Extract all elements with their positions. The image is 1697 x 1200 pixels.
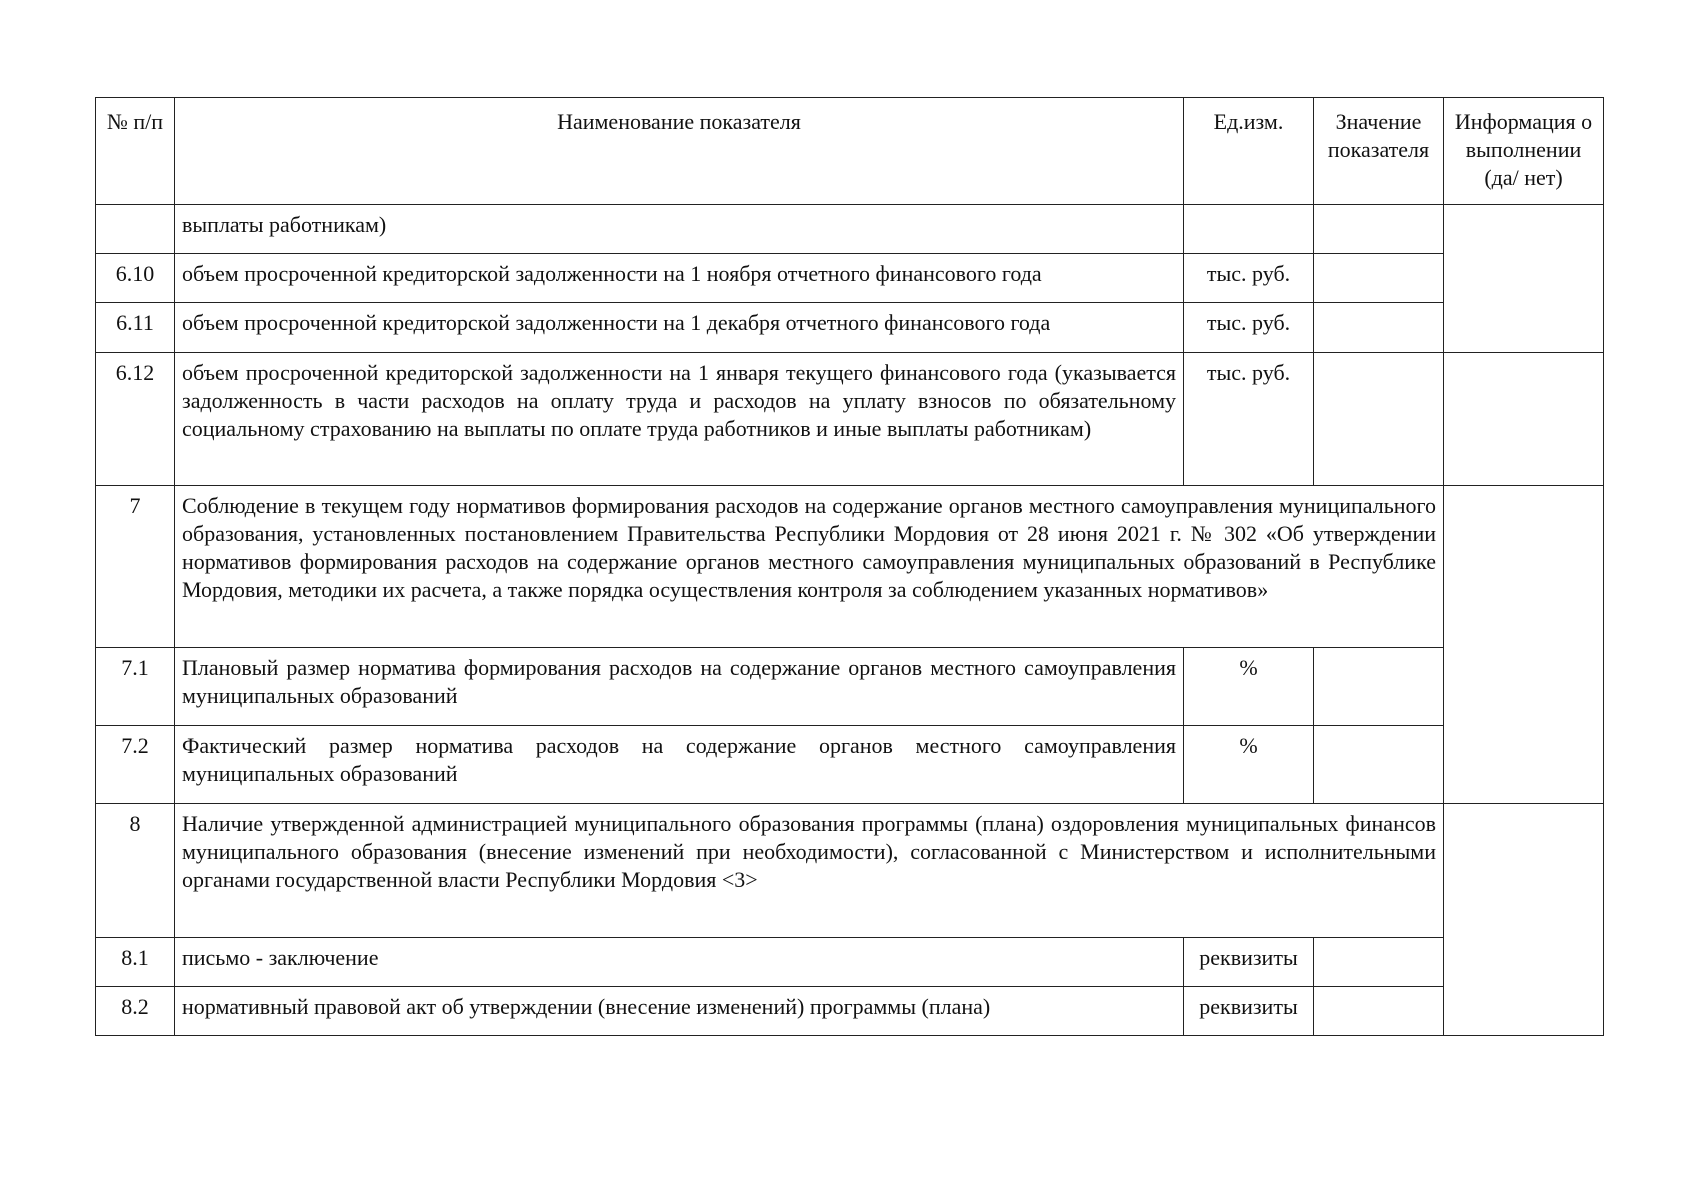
row-unit [1184, 205, 1314, 254]
row-value [1314, 726, 1444, 804]
table-row [96, 303, 1604, 353]
row-value [1314, 938, 1444, 987]
row-value [1314, 353, 1444, 486]
table-row [96, 353, 1604, 486]
row-name: объем просроченной кредиторской задолженности на 1 января текущего финансового года (указывается задолженность в части расходов на оплату труда и расходов на уплату взносов по обязательному социальному страхованию на выплаты по оплате труда работников и иные выплаты работникам) [175, 353, 1184, 486]
row-num: 7.1 [96, 648, 175, 726]
row-name: объем просроченной кредиторской задолженности на 1 ноября отчетного финансового года [175, 254, 1184, 303]
row-name: объем просроченной кредиторской задолженности на 1 декабря отчетного финансового года [175, 303, 1184, 353]
section-row [96, 804, 1604, 938]
table-row [96, 726, 1604, 804]
info-cell [1444, 486, 1604, 804]
header-unit: Ед.изм. [1184, 98, 1314, 205]
info-cell [1444, 205, 1604, 353]
row-unit: тыс. руб. [1184, 353, 1314, 486]
row-value [1314, 648, 1444, 726]
header-info: Информация о выполнении (да/ нет) [1444, 98, 1604, 205]
section-num: 7 [96, 486, 175, 648]
header-value: Значение показателя [1314, 98, 1444, 205]
row-value [1314, 303, 1444, 353]
row-unit: % [1184, 648, 1314, 726]
row-value [1314, 205, 1444, 254]
row-name: выплаты работникам) [175, 205, 1184, 254]
row-unit: реквизиты [1184, 987, 1314, 1036]
info-cell [1444, 353, 1604, 486]
section-num: 8 [96, 804, 175, 938]
header-num: № п/п [96, 98, 175, 205]
row-name: Фактический размер норматива расходов на содержание органов местного самоуправления муниципальных образований [175, 726, 1184, 804]
indicators-table [95, 97, 1604, 1036]
row-value [1314, 987, 1444, 1036]
table-row [96, 648, 1604, 726]
row-num: 8.2 [96, 987, 175, 1036]
row-name: нормативный правовой акт об утверждении (внесение изменений) программы (плана) [175, 987, 1184, 1036]
row-num: 7.2 [96, 726, 175, 804]
info-cell [1444, 804, 1604, 1036]
table-row [96, 987, 1604, 1036]
section-title: Соблюдение в текущем году нормативов формирования расходов на содержание органов местного самоуправления муниципального образования, установленных постановлением Правительства Республики Мордовия от 28 июня 2021 г. № 302 «Об утверждении нормативов формирования расходов на содержание органов местного самоуправления муниципальных образований в Республике Мордовия, методики их расчета, а также порядка осуществления контроля за соблюдением указанных нормативов» [175, 486, 1444, 648]
table-row [96, 254, 1604, 303]
row-unit: тыс. руб. [1184, 303, 1314, 353]
section-row [96, 486, 1604, 648]
row-unit: реквизиты [1184, 938, 1314, 987]
row-num: 8.1 [96, 938, 175, 987]
header-row [96, 98, 1604, 205]
row-num: 6.10 [96, 254, 175, 303]
row-num: 6.11 [96, 303, 175, 353]
section-title: Наличие утвержденной администрацией муниципального образования программы (плана) оздоровления муниципальных финансов муниципального образования (внесение изменений при необходимости), согласованной с Министерством и исполнительными органами государственной власти Республики Мордовия <3> [175, 804, 1444, 938]
row-unit: % [1184, 726, 1314, 804]
table-row [96, 205, 1604, 254]
row-unit: тыс. руб. [1184, 254, 1314, 303]
row-name: Плановый размер норматива формирования расходов на содержание органов местного самоуправления муниципальных образований [175, 648, 1184, 726]
row-value [1314, 254, 1444, 303]
row-num [96, 205, 175, 254]
row-num: 6.12 [96, 353, 175, 486]
table-row [96, 938, 1604, 987]
header-name: Наименование показателя [175, 98, 1184, 205]
row-name: письмо - заключение [175, 938, 1184, 987]
